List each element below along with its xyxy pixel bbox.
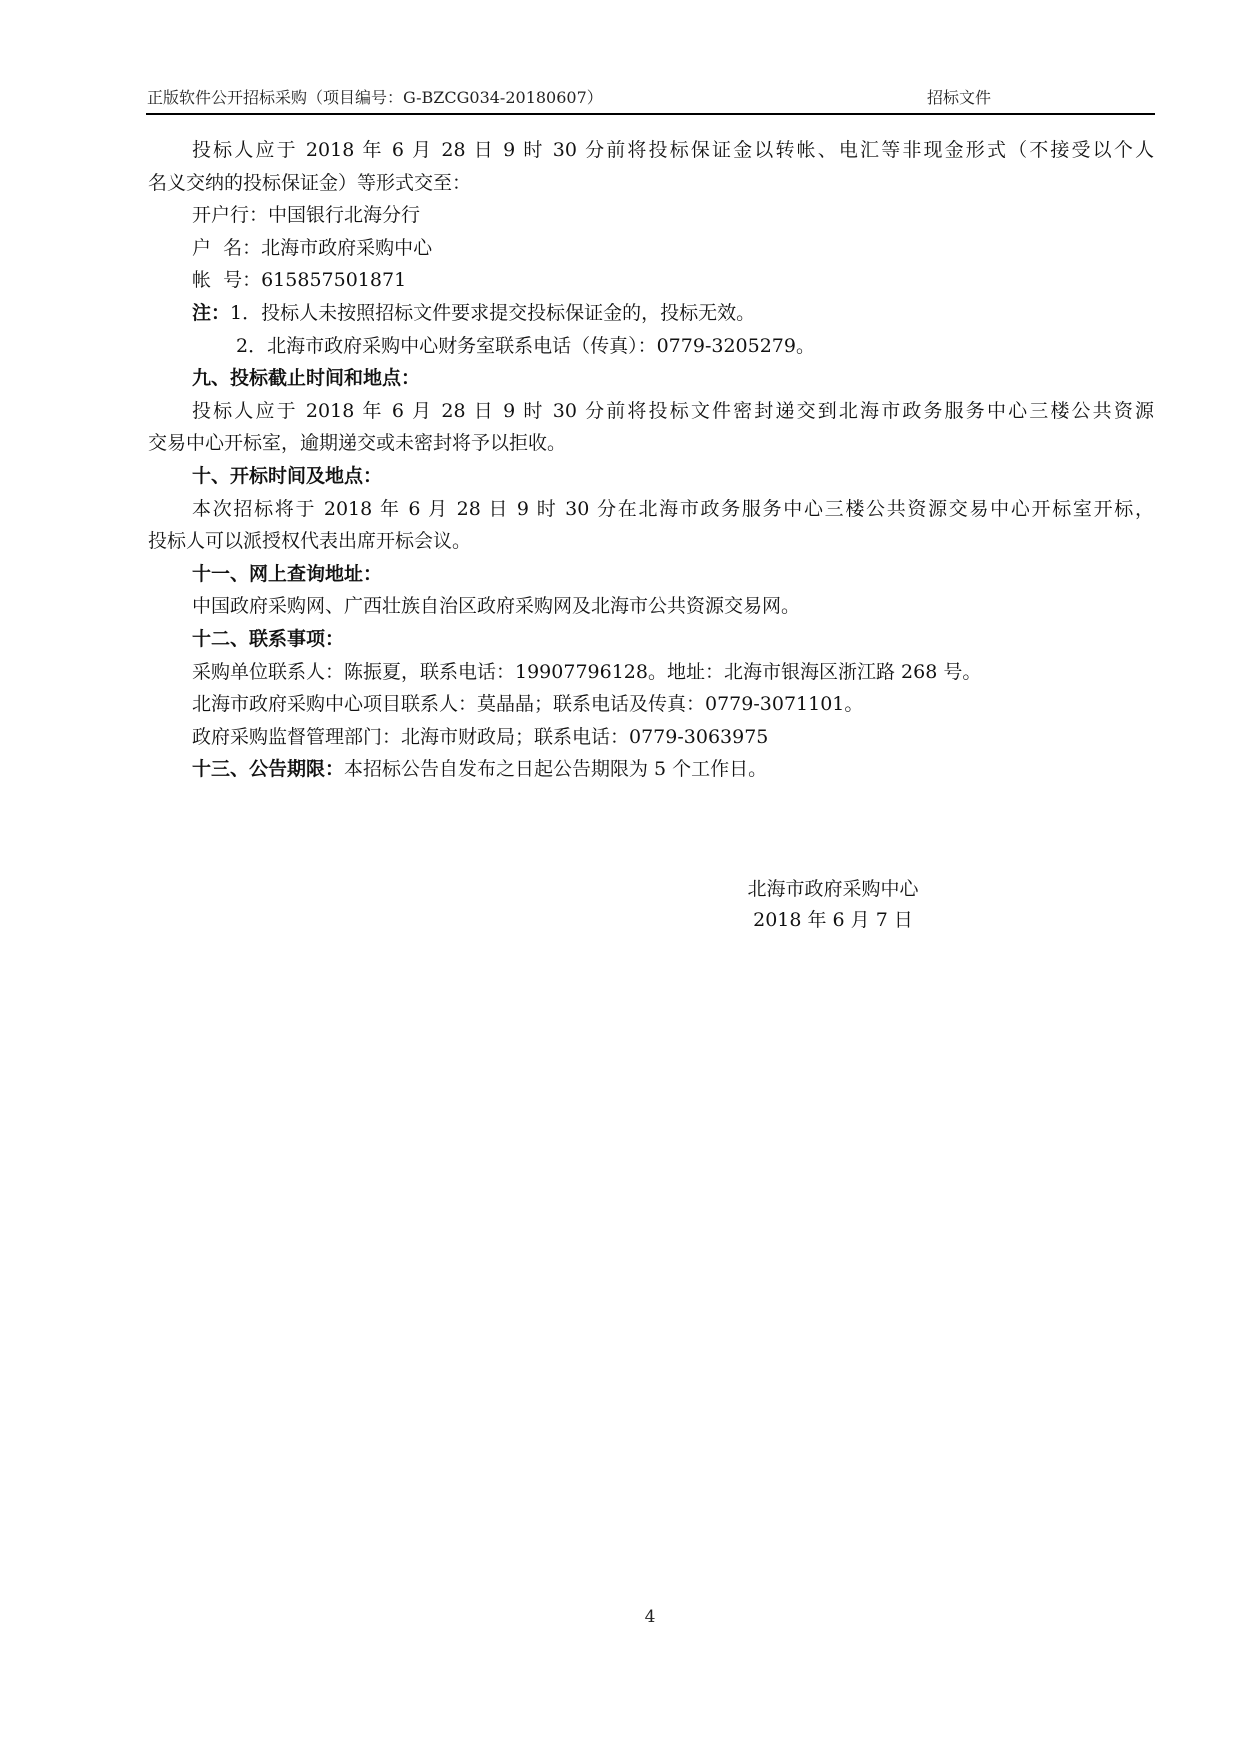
section-9-line-2: 交易中心开标室，逾期递交或未密封将予以拒收。 bbox=[148, 432, 567, 455]
section-11-heading: 十一、网上查询地址： bbox=[192, 562, 383, 585]
section-13-text: 本招标公告自发布之日起公告期限为 5 个工作日。 bbox=[344, 758, 768, 781]
section-12-line-3: 政府采购监督管理部门：北海市财政局；联系电话：0779-3063975 bbox=[192, 725, 769, 748]
note-item-1 bbox=[148, 297, 1154, 330]
note-text-1: 1．投标人未按照招标文件要求提交投标保证金的，投标无效。 bbox=[230, 301, 756, 324]
signature-organization: 北海市政府采购中心 bbox=[747, 878, 919, 900]
bank-label: 开户行： bbox=[192, 204, 269, 227]
section-12-line-1: 采购单位联系人：陈振夏，联系电话：19907796128。地址：北海市银海区浙江路 268 号。 bbox=[192, 660, 982, 683]
bank-value: 中国银行北海分行 bbox=[268, 204, 421, 227]
section-10-heading: 十、开标时间及地点： bbox=[192, 464, 383, 487]
section-13-row bbox=[148, 753, 1154, 786]
account-name-label: 户 名： bbox=[192, 236, 262, 259]
document-title: 正版软件公开招标采购（项目编号：G-BZCG034-20180607） bbox=[147, 88, 603, 107]
document-type-label: 招标文件 bbox=[927, 88, 992, 107]
page-header bbox=[147, 86, 1155, 110]
note-label: 注： bbox=[192, 301, 231, 324]
section-9-heading: 九、投标截止时间和地点： bbox=[192, 367, 421, 390]
account-name-row bbox=[148, 232, 1154, 265]
section-12-heading: 十二、联系事项： bbox=[192, 627, 345, 650]
account-number-row bbox=[148, 264, 1154, 297]
section-9-line-1: 投标人应于 2018 年 6 月 28 日 9 时 30 分前将投标文件密封递交到北海市政务服务中心三楼公共资源 bbox=[192, 399, 1154, 422]
document-body bbox=[148, 134, 1154, 786]
section-11-line-1: 中国政府采购网、广西壮族自治区政府采购网及北海市公共资源交易网。 bbox=[192, 595, 801, 618]
signature-date: 2018 年 6 月 7 日 bbox=[753, 909, 913, 931]
account-number-label: 帐 号： bbox=[192, 269, 262, 292]
section-12-line-2: 北海市政府采购中心项目联系人：莫晶晶；联系电话及传真：0779-3071101。 bbox=[192, 693, 864, 716]
section-10-line-2: 投标人可以派授权代表出席开标会议。 bbox=[148, 530, 472, 553]
bank-row bbox=[148, 199, 1154, 232]
section-10-line-1: 本次招标将于 2018 年 6 月 28 日 9 时 30 分在北海市政务服务中心三楼公共资源交易中心开标室开标， bbox=[192, 497, 1154, 520]
page-number: 4 bbox=[644, 1607, 656, 1627]
account-number-value: 615857501871 bbox=[261, 269, 407, 292]
deposit-paragraph-line-1: 投标人应于 2018 年 6 月 28 日 9 时 30 分前将投标保证金以转帐、电汇等非现金形式（不接受以个人 bbox=[192, 139, 1154, 161]
section-13-heading: 十三、公告期限： bbox=[192, 758, 345, 781]
header-divider bbox=[146, 113, 1155, 115]
note-item-2: 2．北海市政府采购中心财务室联系电话（传真）：0779-3205279。 bbox=[236, 334, 815, 357]
deposit-paragraph-line-2: 名义交纳的投标保证金）等形式交至： bbox=[148, 171, 472, 194]
account-name-value: 北海市政府采购中心 bbox=[261, 236, 433, 259]
signature-block bbox=[733, 874, 933, 936]
